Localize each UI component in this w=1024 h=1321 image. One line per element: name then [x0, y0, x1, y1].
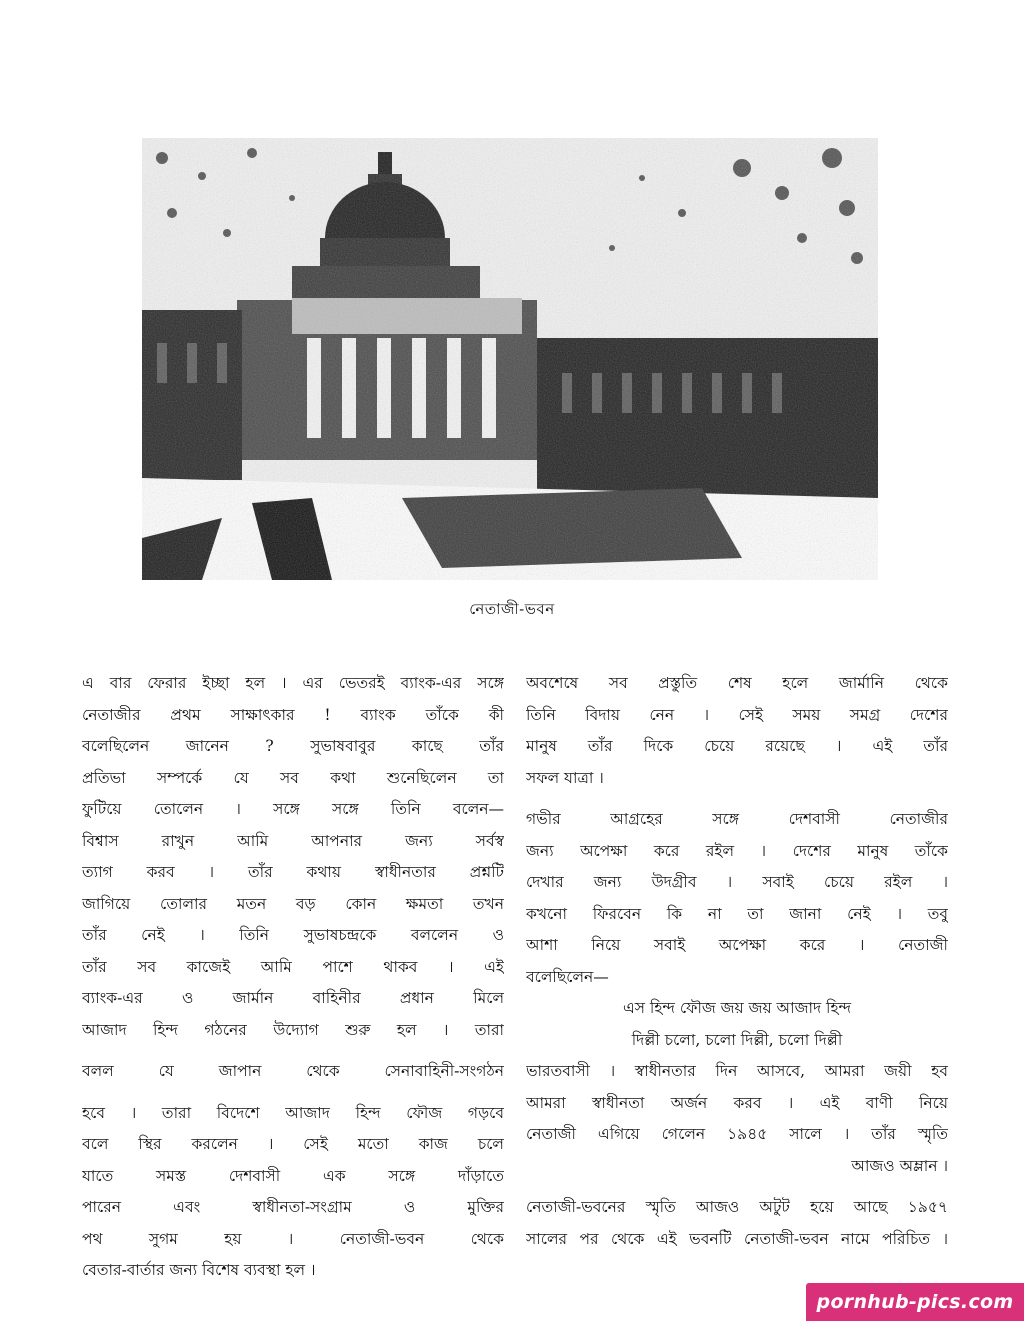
paragraph-gap	[526, 794, 948, 804]
text-line: গভীর আগ্রহের সঙ্গে দেশবাসী নেতাজীর	[526, 810, 948, 828]
left-text-column	[82, 668, 504, 1287]
text-line: তাঁর নেই । তিনি সুভাষচন্দ্রকে বললেন ও	[82, 926, 504, 944]
text-line: পারেন এবং স্বাধীনতা-সংগ্রাম ও মুক্তির	[82, 1198, 504, 1216]
text-line: তিনি বিদায় নেন । সেই সময় সমগ্র দেশের	[526, 705, 948, 724]
text-line: অবশেষে সব প্রস্তুতি শেষ হলে জার্মানি থেকে	[526, 674, 948, 692]
text-line: বলেছিলেন জানেন ? সুভাষবাবুর কাছে তাঁর	[82, 737, 504, 755]
watermark-badge	[806, 1283, 1024, 1321]
text-line: বিশ্বাস রাখুন আমি আপনার জন্য সর্বস্ব	[82, 831, 504, 850]
text-line: তাঁর সব কাজেই আমি পাশে থাকব । এই	[82, 957, 504, 976]
right-text-column	[526, 668, 948, 1255]
text-line: আজও অম্লান ।	[851, 1156, 948, 1175]
domed-building-photo	[142, 138, 878, 580]
text-line: বেতার-বার্তার জন্য বিশেষ ব্যবস্থা হল ।	[82, 1261, 316, 1279]
text-line: দিল্লী চলো, চলো দিল্লী, চলো দিল্লী	[631, 1030, 843, 1049]
text-line: ত্যাগ করব । তাঁর কথায় স্বাধীনতার প্রশ্নটি	[82, 863, 504, 881]
text-line: সফল যাত্রা ।	[526, 768, 604, 787]
watermark-text: pornhub-pics.com	[816, 1291, 1014, 1313]
paragraph-gap	[82, 1046, 504, 1056]
figure-caption: নেতাজী-ভবন	[469, 600, 555, 618]
text-line: হবে । তারা বিদেশে আজাদ হিন্দ ফৌজ গড়বে	[82, 1103, 504, 1122]
paragraph-gap	[526, 1182, 948, 1192]
text-line: বলে স্থির করলেন । সেই মতো কাজ চলে	[82, 1135, 504, 1153]
text-line: আমরা স্বাধীনতা অর্জন করব । এই বাণী নিয়ে	[526, 1093, 948, 1112]
text-line: নেতাজী-ভবনের স্মৃতি আজও অটুট হয়ে আছে ১৯৫৭	[526, 1198, 948, 1216]
text-line: বলেছিলেন—	[526, 967, 609, 986]
text-line: কখনো ফিরবেন কি না তা জানা নেই । তবু	[526, 904, 948, 923]
text-line: দেখার জন্য উদগ্রীব । সবাই চেয়ে রইল ।	[526, 873, 948, 891]
text-line: মানুষ তাঁর দিকে চেয়ে রয়েছে । এই তাঁর	[526, 737, 948, 755]
text-line: পথ সুগম হয় । নেতাজী-ভবন থেকে	[82, 1229, 504, 1248]
text-line: আশা নিয়ে সবাই অপেক্ষা করে । নেতাজী	[526, 936, 948, 954]
text-line: যাতে সমস্ত দেশবাসী এক সঙ্গে দাঁড়াতে	[82, 1166, 504, 1185]
text-line: ফুটিয়ে তোলেন । সঙ্গে সঙ্গে তিনি বলেন—	[82, 800, 504, 818]
text-line: বলল যে জাপান থেকে সেনাবাহিনী-সংগঠন	[82, 1062, 504, 1080]
text-line: ভারতবাসী । স্বাধীনতার দিন আসবে, আমরা জয়ী হব	[526, 1062, 948, 1080]
text-line: এ বার ফেরার ইচ্ছা হল । এর ভেতরই ব্যাংক-এর সঙ্গে	[82, 674, 504, 692]
text-line: সালের পর থেকে এই ভবনটি নেতাজী-ভবন নামে পরিচিত ।	[526, 1229, 948, 1248]
text-line: জন্য অপেক্ষা করে রইল । দেশের মানুষ তাঁকে	[526, 841, 948, 860]
paragraph-gap	[82, 1088, 504, 1098]
text-line: নেতাজী এগিয়ে গেলেন ১৯৪৫ সালে । তাঁর স্মৃতি	[526, 1125, 948, 1143]
text-line: প্রতিভা সম্পর্কে যে সব কথা শুনেছিলেন তা	[82, 768, 504, 787]
text-line: জাগিয়ে তোলার মতন বড় কোন ক্ষমতা তখন	[82, 894, 504, 913]
text-line: ব্যাংক-এর ও জার্মান বাহিনীর প্রধান মিলে	[82, 989, 504, 1007]
text-line: এস হিন্দ ফৌজ জয় জয় আজাদ হিন্দ	[622, 999, 852, 1017]
text-line: আজাদ হিন্দ গঠনের উদ্যোগ শুরু হল । তারা	[82, 1020, 504, 1039]
text-line: নেতাজীর প্রথম সাক্ষাৎকার ! ব্যাংক তাঁকে কী	[82, 705, 504, 724]
photo-illustration	[142, 138, 878, 580]
